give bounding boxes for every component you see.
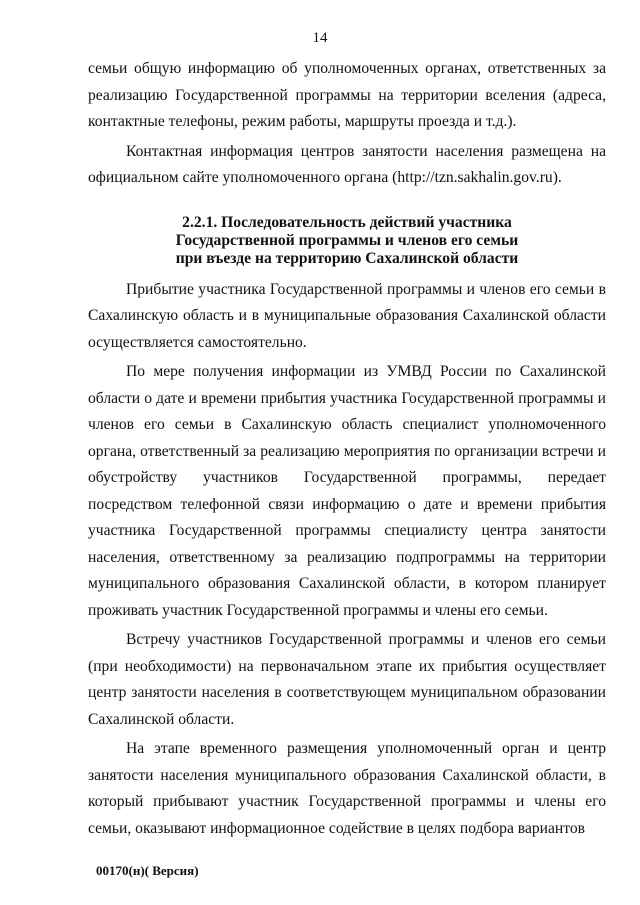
section-heading-line-1: 2.2.1. Последовательность действий участника <box>182 213 512 231</box>
paragraph-notification: По мере получения информации из УМВД России по Сахалинской области о дате и времени прибытия участника Государственной программы и членов его семьи в Сахалинскую область специалист уполномоченного органа, ответственный за реализацию мероприятия по организации встречи и обустройству участников Государственной программы, передает посредством телефонной связи информацию о дате и времени прибытия участника Государственной программы специалисту центра занятости населения, ответственному за реализацию подпрограммы на территории муниципального образования Сахалинской области, в котором планирует проживать участник Государственной программы и члены его семьи. <box>88 363 606 619</box>
paragraph-intro-continued: семьи общую информацию об уполномоченных органах, ответственных за реализацию Государственной программы на территории вселения (адреса, контактные телефоны, режим работы, маршруты проезда и т.д.). <box>88 60 606 130</box>
section-heading <box>88 214 606 268</box>
paragraph-arrival: Прибытие участника Государственной программы и членов его семьи в Сахалинскую область и в муниципальные образования Сахалинской области осуществляется самостоятельно. <box>88 280 606 351</box>
page-number: 14 <box>312 30 328 46</box>
paragraph-temporary-accommodation: На этапе временного размещения уполномоченный орган и центр занятости населения муниципального образования Сахалинской области, в который прибывают участник Государственной программы и члены его семьи, оказывают информационное содействие в целях подбора вариантов <box>88 740 606 837</box>
document-body <box>88 56 606 842</box>
section-heading-line-2: Государственной программы и членов его семьи <box>175 231 519 249</box>
paragraph-meeting: Встречу участников Государственной программы и членов его семьи (при необходимости) на первоначальном этапе их прибытия осуществляет центр занятости населения в соответствующем муниципальном образовании Сахалинской области. <box>88 631 606 728</box>
document-footer: 00170(н)( Версия) <box>96 863 199 878</box>
section-heading-line-3: при въезде на территорию Сахалинской области <box>175 249 519 267</box>
paragraph-contact-info: Контактная информация центров занятости населения размещена на официальном сайте уполномоченного органа (http://tzn.sakhalin.gov.ru). <box>88 142 606 186</box>
